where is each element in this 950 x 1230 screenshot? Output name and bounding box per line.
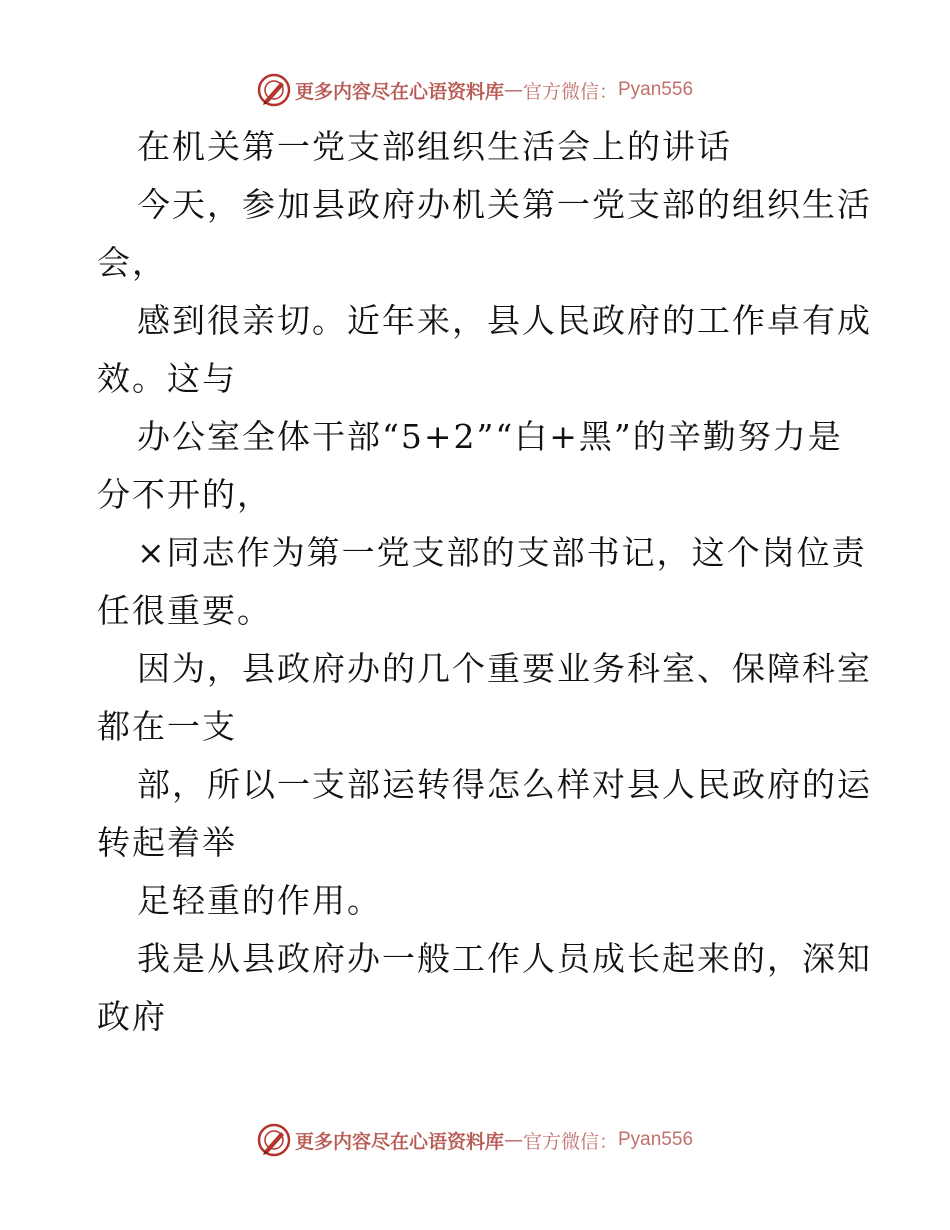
paragraph-line: 足轻重的作用。	[137, 881, 382, 920]
paragraph-line: 转起着举	[97, 823, 237, 862]
footer-wechat-id: Pyan556	[618, 1129, 694, 1150]
paragraph-line: 政府	[97, 997, 167, 1036]
header-wechat-label: 官方微信：	[522, 80, 618, 103]
header-wechat-id: Pyan556	[618, 79, 694, 100]
pen-logo-icon	[257, 73, 291, 107]
paragraph-line: 分不开的，	[97, 475, 272, 514]
footer-wechat-label: 官方微信：	[522, 1130, 618, 1153]
document-title: 在机关第一党支部组织生活会上的讲话	[137, 127, 732, 166]
header-dash: —	[503, 79, 523, 101]
paragraph-line: 办公室全体干部“5+2”“白+黑”的辛勤努力是	[137, 417, 843, 456]
header-watermark	[0, 70, 950, 110]
header-brand: 更多内容尽在心语资料库	[294, 80, 504, 103]
paragraph-line: 任很重要。	[97, 591, 272, 630]
paragraph-line: 因为，县政府办的几个重要业务科室、保障科室	[137, 649, 872, 688]
footer-dash: —	[503, 1129, 523, 1151]
paragraph-line: 感到很亲切。近年来，县人民政府的工作卓有成	[137, 301, 872, 340]
pen-logo-icon	[257, 1123, 291, 1157]
document-body	[97, 118, 872, 1046]
paragraph-line: 都在一支	[97, 707, 237, 746]
paragraph-line: ×同志作为第一党支部的支部书记，这个岗位责	[137, 533, 867, 572]
footer-brand: 更多内容尽在心语资料库	[294, 1130, 504, 1153]
paragraph-line: 效。这与	[97, 359, 237, 398]
footer-watermark	[0, 1120, 950, 1160]
paragraph-line: 今天，参加县政府办机关第一党支部的组织生活	[137, 185, 872, 224]
paragraph-line: 我是从县政府办一般工作人员成长起来的，深知	[137, 939, 872, 978]
paragraph-line: 部，所以一支部运转得怎么样对县人民政府的运	[137, 765, 872, 804]
paragraph-line: 会，	[97, 243, 167, 282]
